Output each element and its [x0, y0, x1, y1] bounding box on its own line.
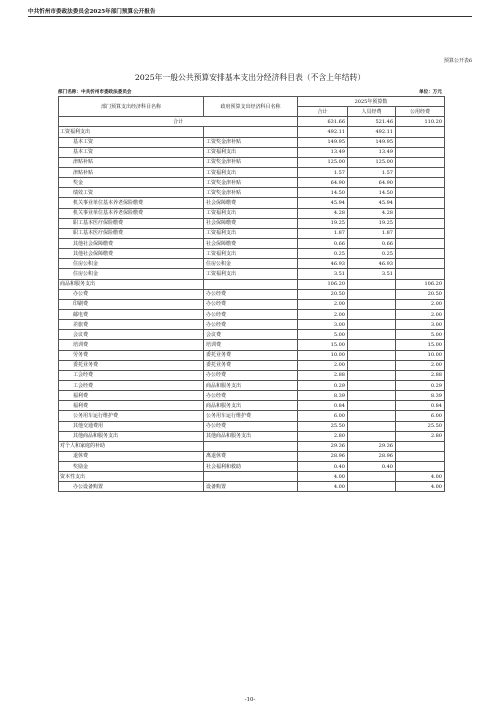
cell-total: 0.29 [298, 380, 348, 390]
table-row [59, 350, 445, 360]
header-dept-subject: 部门预算支出经济科目名称 [59, 97, 204, 117]
cell-personnel [348, 299, 396, 309]
cell-dept-subject: 福利费 [59, 401, 204, 411]
cell-public [396, 178, 445, 188]
cell-total: 5.00 [298, 330, 348, 340]
cell-gov-subject: 社会保障缴费 [204, 218, 298, 228]
table-row [59, 391, 445, 401]
cell-public: 3.00 [396, 320, 445, 330]
cell-personnel [348, 472, 396, 482]
cell-public: 106.20 [396, 279, 445, 289]
cell-personnel: 149.95 [348, 137, 396, 147]
table-row [59, 462, 445, 472]
cell-personnel: 28.96 [348, 451, 396, 461]
total-public: 110.20 [396, 117, 445, 127]
cell-public: 4.00 [396, 482, 445, 492]
cell-gov-subject: 工资奖金津补贴 [204, 157, 298, 167]
cell-gov-subject: 社会福利和救助 [204, 462, 298, 472]
cell-gov-subject [204, 127, 298, 137]
cell-gov-subject: 商品和服务支出 [204, 380, 298, 390]
cell-public [396, 157, 445, 167]
cell-gov-subject: 办公经费 [204, 370, 298, 380]
cell-gov-subject: 工资福利支出 [204, 167, 298, 177]
cell-personnel [348, 411, 396, 421]
table-row [59, 309, 445, 319]
header-public: 公用经费 [396, 107, 445, 117]
cell-gov-subject: 公务用车运行维护费 [204, 411, 298, 421]
cell-dept-subject: 资本性支出 [59, 472, 204, 482]
cell-dept-subject: 办公设备购置 [59, 482, 204, 492]
cell-dept-subject: 住房公积金 [59, 259, 204, 269]
table-number: 预算公开表6 [443, 58, 472, 64]
cell-personnel [348, 340, 396, 350]
table-row [59, 137, 445, 147]
page-number: -10- [244, 697, 256, 703]
cell-dept-subject: 机关事业单位基本养老保险缴费 [59, 208, 204, 218]
cell-dept-subject: 其他社会保障缴费 [59, 249, 204, 259]
cell-personnel: 1.57 [348, 167, 396, 177]
cell-gov-subject: 委托业务费 [204, 350, 298, 360]
cell-personnel: 29.36 [348, 441, 396, 451]
cell-total: 0.66 [298, 238, 348, 248]
header-personnel: 人员经费 [348, 107, 396, 117]
table-row [59, 208, 445, 218]
cell-personnel [348, 431, 396, 441]
cell-total: 2.00 [298, 299, 348, 309]
cell-personnel [348, 421, 396, 431]
table-row [59, 340, 445, 350]
cell-public: 2.00 [396, 299, 445, 309]
cell-public: 2.00 [396, 360, 445, 370]
cell-gov-subject [204, 279, 298, 289]
table-row [59, 411, 445, 421]
cell-total: 0.40 [298, 462, 348, 472]
cell-total: 2.88 [298, 370, 348, 380]
cell-total: 3.00 [298, 320, 348, 330]
cell-gov-subject: 住房公积金 [204, 259, 298, 269]
cell-personnel: 0.40 [348, 462, 396, 472]
table-row [59, 330, 445, 340]
cell-public [396, 198, 445, 208]
cell-gov-subject: 设备购置 [204, 482, 298, 492]
cell-personnel [348, 360, 396, 370]
cell-public [396, 147, 445, 157]
cell-public: 6.00 [396, 411, 445, 421]
table-row [59, 360, 445, 370]
cell-total: 0.25 [298, 249, 348, 259]
unit-label: 单位：万元 [419, 90, 442, 95]
cell-personnel [348, 320, 396, 330]
cell-public [396, 451, 445, 461]
budget-table [58, 96, 445, 492]
cell-personnel: 64.90 [348, 178, 396, 188]
category-row [59, 441, 445, 451]
cell-total: 4.28 [298, 208, 348, 218]
table-row [59, 421, 445, 431]
cell-dept-subject: 邮电费 [59, 309, 204, 319]
cell-total: 6.00 [298, 411, 348, 421]
cell-gov-subject: 工资福利支出 [204, 228, 298, 238]
cell-dept-subject: 工资福利支出 [59, 127, 204, 137]
cell-total: 29.36 [298, 441, 348, 451]
cell-gov-subject: 办公经费 [204, 421, 298, 431]
cell-dept-subject: 公务用车运行维护费 [59, 411, 204, 421]
cell-dept-subject: 会议费 [59, 330, 204, 340]
cell-total: 14.50 [298, 188, 348, 198]
cell-total: 125.00 [298, 157, 348, 167]
cell-gov-subject: 工资福利支出 [204, 208, 298, 218]
cell-public: 0.29 [396, 380, 445, 390]
header-rule [28, 16, 472, 17]
cell-personnel: 492.11 [348, 127, 396, 137]
cell-dept-subject: 商品和服务支出 [59, 279, 204, 289]
cell-gov-subject: 社会保障缴费 [204, 238, 298, 248]
cell-public [396, 218, 445, 228]
cell-personnel [348, 482, 396, 492]
cell-public: 2.88 [396, 370, 445, 380]
cell-gov-subject: 工资福利支出 [204, 269, 298, 279]
total-row [59, 117, 445, 127]
table-row [59, 188, 445, 198]
table-row [59, 167, 445, 177]
cell-total: 4.00 [298, 482, 348, 492]
cell-total: 46.93 [298, 259, 348, 269]
cell-personnel: 0.25 [348, 249, 396, 259]
cell-public: 2.00 [396, 309, 445, 319]
cell-total: 2.80 [298, 431, 348, 441]
table-row [59, 147, 445, 157]
cell-total: 492.11 [298, 127, 348, 137]
cell-gov-subject: 办公经费 [204, 299, 298, 309]
cell-public [396, 259, 445, 269]
cell-dept-subject: 办公费 [59, 289, 204, 299]
cell-dept-subject: 机关事业单位基本养老保险缴费 [59, 198, 204, 208]
cell-personnel: 14.50 [348, 188, 396, 198]
table-row [59, 289, 445, 299]
table-row [59, 482, 445, 492]
cell-public: 25.50 [396, 421, 445, 431]
cell-dept-subject: 绩效工资 [59, 188, 204, 198]
department-name: 部门名称：中共忻州市委政法委员会 [58, 90, 132, 95]
cell-gov-subject: 办公经费 [204, 309, 298, 319]
cell-dept-subject: 对个人和家庭的补助 [59, 441, 204, 451]
table-row [59, 401, 445, 411]
cell-public [396, 167, 445, 177]
cell-dept-subject: 住房公积金 [59, 269, 204, 279]
cell-personnel [348, 391, 396, 401]
cell-public [396, 441, 445, 451]
cell-total: 19.25 [298, 218, 348, 228]
cell-gov-subject: 工资福利支出 [204, 147, 298, 157]
cell-public: 5.00 [396, 330, 445, 340]
cell-gov-subject: 培训费 [204, 340, 298, 350]
cell-public: 4.00 [396, 472, 445, 482]
cell-total: 25.50 [298, 421, 348, 431]
cell-gov-subject: 工资福利支出 [204, 249, 298, 259]
cell-dept-subject: 培训费 [59, 340, 204, 350]
category-row [59, 127, 445, 137]
category-row [59, 472, 445, 482]
cell-personnel: 13.49 [348, 147, 396, 157]
cell-total: 1.87 [298, 228, 348, 238]
cell-public [396, 228, 445, 238]
cell-total: 2.00 [298, 309, 348, 319]
cell-public [396, 208, 445, 218]
cell-personnel: 0.66 [348, 238, 396, 248]
cell-dept-subject: 差旅费 [59, 320, 204, 330]
cell-personnel: 3.51 [348, 269, 396, 279]
cell-gov-subject: 办公经费 [204, 289, 298, 299]
cell-dept-subject: 工会经费 [59, 370, 204, 380]
table-row [59, 157, 445, 167]
cell-personnel: 1.87 [348, 228, 396, 238]
cell-total: 8.39 [298, 391, 348, 401]
cell-total: 20.50 [298, 289, 348, 299]
header-gov-subject: 政府预算支出经济科目名称 [204, 97, 298, 117]
cell-public: 20.50 [396, 289, 445, 299]
cell-personnel [348, 350, 396, 360]
cell-gov-subject: 办公经费 [204, 320, 298, 330]
cell-dept-subject: 基本工资 [59, 147, 204, 157]
cell-personnel [348, 309, 396, 319]
cell-dept-subject: 劳务费 [59, 350, 204, 360]
cell-dept-subject: 印刷费 [59, 299, 204, 309]
cell-total: 10.00 [298, 350, 348, 360]
cell-public: 2.80 [396, 431, 445, 441]
cell-personnel [348, 380, 396, 390]
cell-dept-subject: 奖金 [59, 178, 204, 188]
cell-public [396, 238, 445, 248]
table-row [59, 269, 445, 279]
table-row [59, 370, 445, 380]
cell-total: 0.84 [298, 401, 348, 411]
cell-gov-subject: 离退休费 [204, 451, 298, 461]
cell-total: 15.00 [298, 340, 348, 350]
cell-total: 3.51 [298, 269, 348, 279]
cell-gov-subject: 商品和服务支出 [204, 401, 298, 411]
cell-public [396, 269, 445, 279]
cell-public [396, 249, 445, 259]
cell-public: 15.00 [396, 340, 445, 350]
cell-total: 13.49 [298, 147, 348, 157]
cell-public: 10.00 [396, 350, 445, 360]
cell-public: 0.84 [396, 401, 445, 411]
table-row [59, 228, 445, 238]
cell-dept-subject: 退休费 [59, 451, 204, 461]
cell-gov-subject: 委托业务费 [204, 360, 298, 370]
table-row [59, 259, 445, 269]
cell-dept-subject: 其他商品和服务支出 [59, 431, 204, 441]
category-row [59, 279, 445, 289]
total-label: 合计 [59, 117, 298, 127]
cell-dept-subject: 奖励金 [59, 462, 204, 472]
cell-gov-subject [204, 441, 298, 451]
cell-dept-subject: 福利费 [59, 391, 204, 401]
cell-dept-subject: 津贴补贴 [59, 167, 204, 177]
cell-gov-subject: 办公经费 [204, 391, 298, 401]
header-total: 合计 [298, 107, 348, 117]
table-row [59, 249, 445, 259]
cell-total: 45.94 [298, 198, 348, 208]
cell-dept-subject: 委托业务费 [59, 360, 204, 370]
cell-personnel [348, 330, 396, 340]
table-row [59, 299, 445, 309]
cell-personnel [348, 279, 396, 289]
table-row [59, 218, 445, 228]
cell-personnel: 46.93 [348, 259, 396, 269]
running-header: 中共忻州市委政法委员会2025年部门预算公开报告 [28, 9, 156, 15]
cell-personnel [348, 370, 396, 380]
table-row [59, 431, 445, 441]
document-title: 2025年一般公共预算安排基本支出分经济科目表（不含上年结转） [134, 73, 366, 82]
cell-total: 106.20 [298, 279, 348, 289]
cell-gov-subject [204, 472, 298, 482]
cell-dept-subject: 职工基本医疗保险缴费 [59, 218, 204, 228]
table-row [59, 451, 445, 461]
cell-gov-subject: 工资奖金津补贴 [204, 188, 298, 198]
cell-public [396, 462, 445, 472]
cell-dept-subject: 其他社会保障缴费 [59, 238, 204, 248]
cell-total: 4.00 [298, 472, 348, 482]
table-row [59, 380, 445, 390]
cell-personnel: 45.94 [348, 198, 396, 208]
cell-public [396, 137, 445, 147]
cell-dept-subject: 工会经费 [59, 380, 204, 390]
cell-personnel [348, 401, 396, 411]
cell-total: 64.90 [298, 178, 348, 188]
cell-personnel: 19.25 [348, 218, 396, 228]
cell-public: 8.39 [396, 391, 445, 401]
total-personnel: 521.46 [348, 117, 396, 127]
cell-gov-subject: 工资奖金津补贴 [204, 178, 298, 188]
table-row [59, 320, 445, 330]
cell-total: 149.95 [298, 137, 348, 147]
cell-dept-subject: 职工基本医疗保险缴费 [59, 228, 204, 238]
table-row [59, 238, 445, 248]
cell-dept-subject: 其他交通费用 [59, 421, 204, 431]
cell-gov-subject: 社会保障缴费 [204, 198, 298, 208]
cell-dept-subject: 基本工资 [59, 137, 204, 147]
table-row [59, 178, 445, 188]
cell-gov-subject: 工资奖金津补贴 [204, 137, 298, 147]
cell-total: 2.00 [298, 360, 348, 370]
cell-dept-subject: 津贴补贴 [59, 157, 204, 167]
cell-gov-subject: 会议费 [204, 330, 298, 340]
total-total: 631.66 [298, 117, 348, 127]
cell-public [396, 127, 445, 137]
cell-personnel [348, 289, 396, 299]
cell-personnel: 4.28 [348, 208, 396, 218]
cell-total: 28.96 [298, 451, 348, 461]
cell-gov-subject: 其他商品和服务支出 [204, 431, 298, 441]
table-row [59, 198, 445, 208]
header-budget-group: 2025年预算数 [298, 97, 445, 107]
cell-personnel: 125.00 [348, 157, 396, 167]
cell-public [396, 188, 445, 198]
cell-total: 1.57 [298, 167, 348, 177]
